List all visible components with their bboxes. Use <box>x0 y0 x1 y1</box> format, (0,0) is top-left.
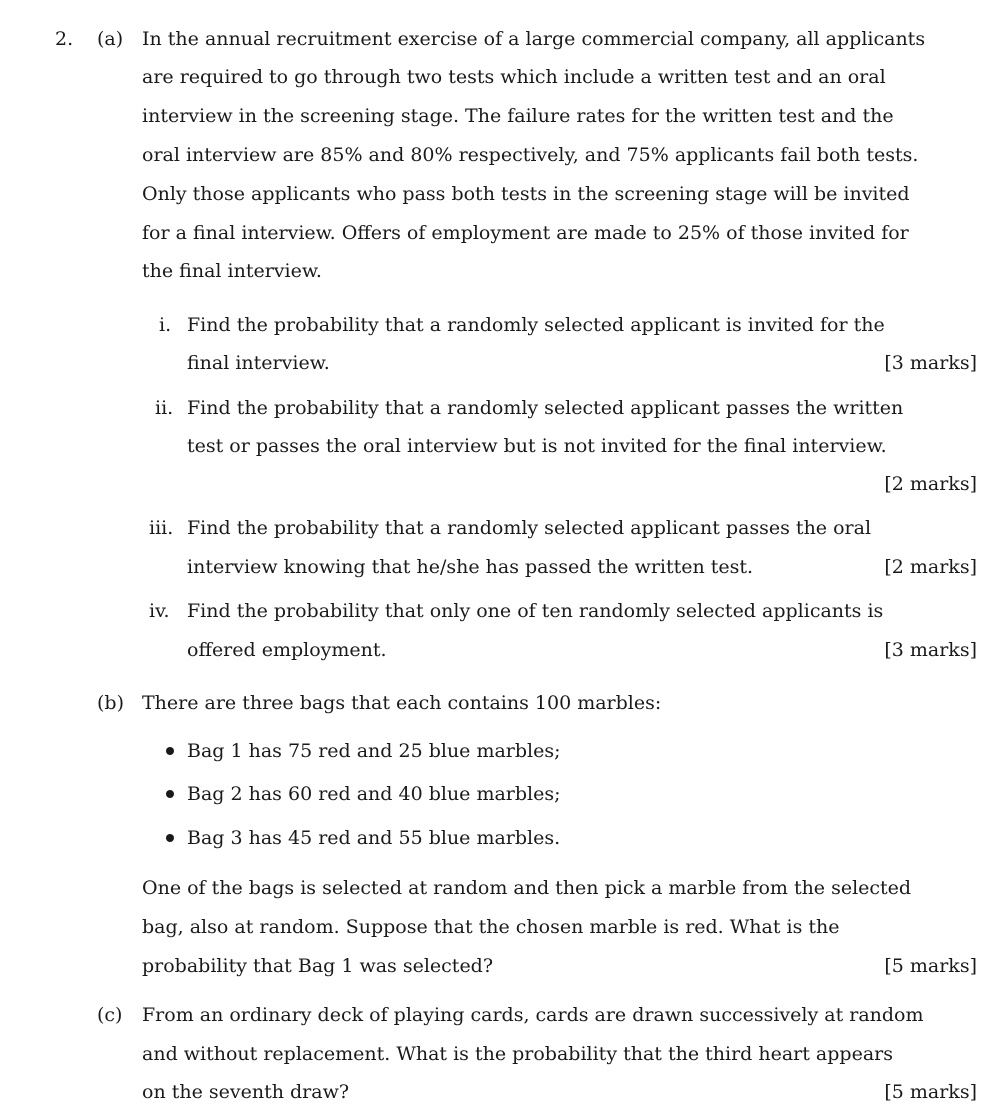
bullet-icon <box>166 790 174 798</box>
subpart-ii-marks: [2 marks] <box>884 473 977 495</box>
part-a-line-6: for a final interview. Offers of employment are made to 25% of those invited for <box>142 222 909 244</box>
part-a-line-1: In the annual recruitment exercise of a large commercial company, all applicants <box>142 28 926 50</box>
part-a-line-4: oral interview are 85% and 80% respectively, and 75% applicants fail both tests. <box>142 144 919 166</box>
subpart-i-line-2: final interview. <box>187 352 330 374</box>
part-b-intro: There are three bags that each contains 100 marbles: <box>142 692 662 714</box>
subpart-iii-line-2: interview knowing that he/she has passed the written test. <box>187 556 754 578</box>
subpart-i-marks: [3 marks] <box>884 352 977 374</box>
part-a-line-2: are required to go through two tests which include a written test and an oral <box>142 66 886 88</box>
subpart-i-label: i. <box>159 314 172 336</box>
part-b-marks: [5 marks] <box>884 955 977 977</box>
subpart-iii-line-1: Find the probability that a randomly selected applicant passes the oral <box>187 517 872 539</box>
part-c-line-1: From an ordinary deck of playing cards, cards are drawn successively at random <box>142 1004 924 1026</box>
part-c-line-3: on the seventh draw? <box>142 1081 350 1103</box>
part-a-label: (a) <box>97 28 124 50</box>
part-c-marks: [5 marks] <box>884 1081 977 1103</box>
bag-1-item: Bag 1 has 75 red and 25 blue marbles; <box>187 740 561 762</box>
bullet-icon <box>166 747 174 755</box>
subpart-ii-line-1: Find the probability that a randomly selected applicant passes the written <box>187 397 904 419</box>
subpart-iv-label: iv. <box>149 600 170 622</box>
subpart-i-line-1: Find the probability that a randomly selected applicant is invited for the <box>187 314 885 336</box>
part-c-line-2: and without replacement. What is the probability that the third heart appears <box>142 1043 893 1065</box>
subpart-iv-line-1: Find the probability that only one of ten randomly selected applicants is <box>187 600 884 622</box>
part-b-line-2: bag, also at random. Suppose that the chosen marble is red. What is the <box>142 916 840 938</box>
part-a-line-7: the final interview. <box>142 260 322 282</box>
part-a-line-3: interview in the screening stage. The failure rates for the written test and the <box>142 105 894 127</box>
subpart-ii-line-2: test or passes the oral interview but is not invited for the final interview. <box>187 435 887 457</box>
part-b-label: (b) <box>97 692 124 714</box>
subpart-iii-label: iii. <box>149 517 174 539</box>
subpart-iv-marks: [3 marks] <box>884 639 977 661</box>
bag-3-item: Bag 3 has 45 red and 55 blue marbles. <box>187 827 561 849</box>
question-number: 2. <box>55 28 74 50</box>
part-c-label: (c) <box>97 1004 123 1026</box>
subpart-iii-marks: [2 marks] <box>884 556 977 578</box>
bullet-icon <box>166 834 174 842</box>
part-a-line-5: Only those applicants who pass both tests in the screening stage will be invited <box>142 183 910 205</box>
part-b-line-1: One of the bags is selected at random and then pick a marble from the selected <box>142 877 912 899</box>
part-b-line-3: probability that Bag 1 was selected? <box>142 955 494 977</box>
subpart-ii-label: ii. <box>155 397 174 419</box>
subpart-iv-line-2: offered employment. <box>187 639 387 661</box>
bag-2-item: Bag 2 has 60 red and 40 blue marbles; <box>187 783 561 805</box>
